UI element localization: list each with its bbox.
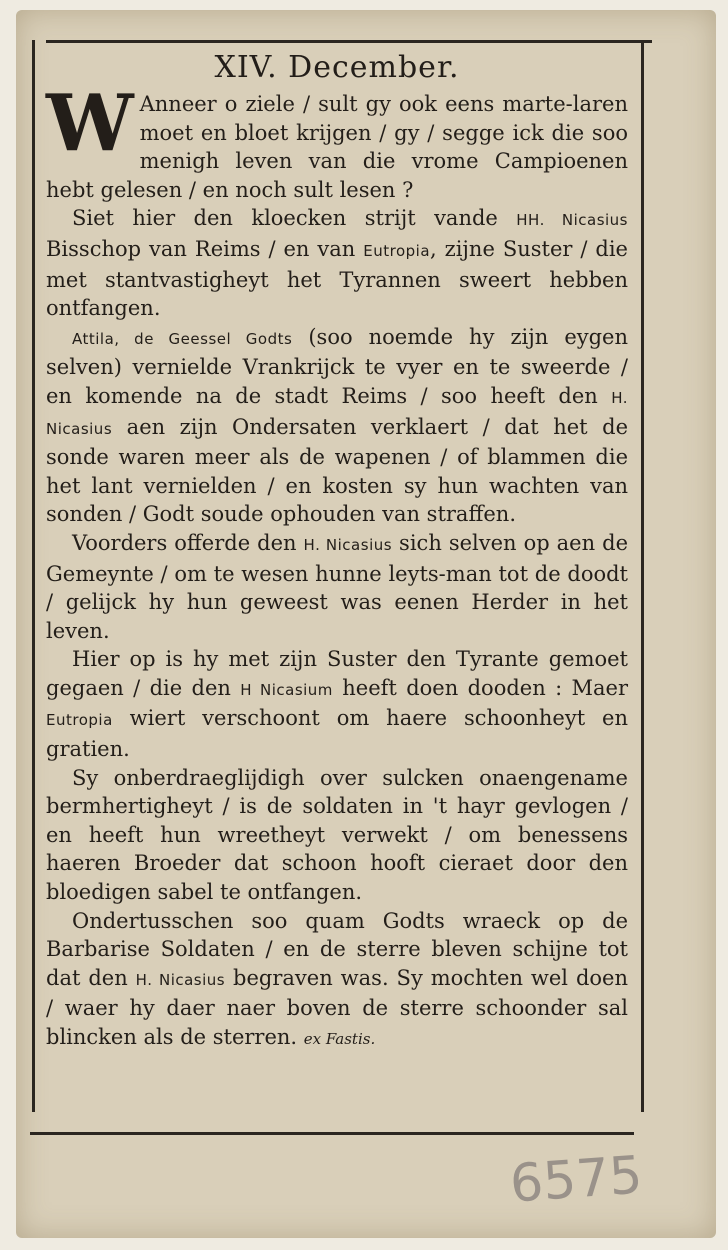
page-title: XIV. December. bbox=[214, 50, 460, 85]
page-content bbox=[46, 48, 628, 1054]
paragraph-7: Ondertusschen soo quam Godts wraeck op de Barbarise Soldaten / en de sterre bleven schijne tot dat den H. Nicasius begraven was. Sy mochten wel doen / waer hy daer naer boven de sterre schoonder sal blincken als de sterren. ex Fastis. bbox=[46, 908, 628, 1049]
paragraph-1: W Anneer o ziele / sult gy ook eens marte-laren moet en bloet krijgen / gy / segge ick die soo menigh leven van die vrome Campioenen hebt gelesen / en noch sult lesen ? bbox=[46, 78, 628, 202]
source-note: ex Fastis. bbox=[303, 1030, 376, 1048]
paragraph-3: Attila, de Geessel Godts (soo noemde hy zijn eygen selven) vernielde Vrankrijck te vyer en te sweerde / en komende na de stadt Reims / soo heeft den H. Nicasius aen zijn Ondersaten verklaert / dat het de sonde waren meer als de wapenen / of blammen die het lant vernielden / en kosten sy hun wachten van sonden / Godt soude ophouden van straffen. bbox=[46, 324, 629, 527]
bottom-rule bbox=[30, 1132, 634, 1135]
paragraph-5: Hier op is hy met zijn Suster den Tyrante gemoet gegaen / die den H Nicasium heeft doen dooden : Maer Eutropia wiert verschoont om haere schoonheyt en gratien. bbox=[46, 647, 628, 762]
handwritten-inventory-number: 6575 bbox=[508, 1145, 645, 1215]
paragraph-4: Voorders offerde den H. Nicasius sich selven op aen de Gemeynte / om te wesen hunne leyts-man tot de doodt / gelijck hy hun geweest was eenen Herder in het leven. bbox=[46, 530, 628, 643]
paragraph-2: Siet hier den kloecken strijt vande HH. Nicasius Bisschop van Reims / en van Eutropia, zijne Suster / die met stantvastigheyt het Tyrannen sweert hebben ontfangen. bbox=[46, 206, 628, 321]
paragraph-6: Sy onberdraeglijdigh over sulcken onaengename bermhertigheyt / is de soldaten in 't hayr gevlogen / en heeft hun wreetheyt verwekt / om benessens haeren Broeder dat schoon hooft cieraet door den bloedigen sabel te ontfangen. bbox=[46, 765, 628, 905]
drop-cap: W bbox=[46, 78, 134, 169]
